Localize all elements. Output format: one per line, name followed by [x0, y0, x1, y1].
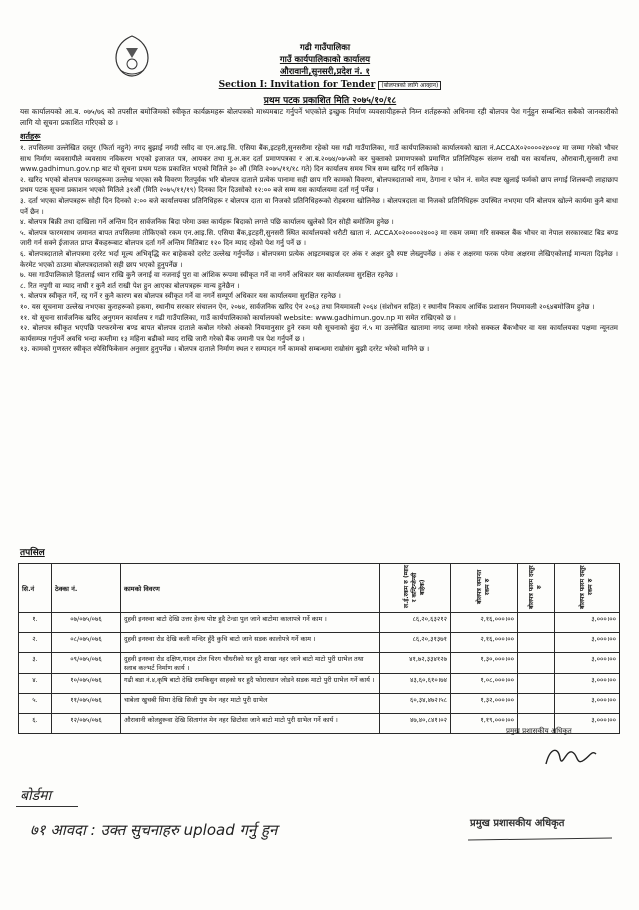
- cell-description: चाबेला खुचबी सिमा देखि सिजी पुष मेन नहर माटो पुरी ग्राभेल: [121, 694, 380, 714]
- table-header-row: [19, 564, 620, 613]
- table-row: [19, 653, 620, 674]
- col-header-estimate-text: ल.ई.रकम रु (म्याद र कन्टिन्जेन्सी बाहेक): [403, 565, 426, 609]
- col-header-form-fee-amount-text: बोलपत्र फारम दस्तुर रकम रु: [579, 565, 594, 609]
- cell-estimate: ४७,४०,८४१।०२: [380, 714, 451, 734]
- cell-sn: ३.: [19, 653, 52, 674]
- cell-bid-security: २,१६,०००।००: [451, 633, 518, 653]
- cell-form-fee: ३,०००।००: [555, 613, 620, 633]
- intro-paragraph: यस कार्यालयको आ.ब. ०७५/७६ को तपसील बमोजिमको स्वीकृत कार्यक्रमहरू बोलपत्रको माध्यमबाट गर्नुपर्ने भएकोले इच्छुक निर्माण व्यवसायीहरूले निम्न शर्तहरूको अधिनमा रही बोलपत्र पेश गर्नुहुन सम्बन्धित सबैको जानकारीको लागि यो सूचना प्रकाशित गरिएको छ ।: [20, 107, 618, 127]
- term-item: ९. बोलपत्र स्वीकृत गर्ने, रद्द गर्ने र कुनै कारण बस बोलपत्र स्वीकृत गर्ने वा नगर्ने सम्पूर्ण अधिकार यस कार्यालयमा सुरक्षित रहनेछ ।: [20, 292, 341, 301]
- col-header-bid-security: [451, 564, 518, 613]
- term-item: १०. यस सूचनामा उल्लेख नभएका कुराहरूको हकमा, स्थानीय सरकार संचालन ऐन, २०७४, सार्वजनिक खरिद ऐन २०६३ तथा नियमावली २०६४ (संशोधन सहित) र स्थानीय निकाय आर्थिक प्रशासन नियमावली २०६४बमोजिम हुनेछ ।: [20, 302, 595, 311]
- cell-blank: [518, 653, 555, 674]
- cell-sn: ६.: [19, 714, 52, 734]
- col-header-contract-no: ठेक्का नं.: [52, 564, 121, 613]
- approver-title: प्रमुख प्रशासकीय अधिकृत: [506, 727, 572, 735]
- cell-bid-security: १,०८,०००।००: [451, 674, 518, 694]
- cell-estimate: ८६,२०,३१३७१: [380, 633, 451, 653]
- terms-heading: शर्तहरू: [20, 132, 41, 141]
- cell-estimate: ४१,७२,३३४१२७: [380, 653, 451, 674]
- term-item: ४. बोलपत्र बिक्री तथा दाखिला गर्ने अन्तिम दिन सार्वजनिक बिदा परेमा उक्त कार्यहरू बिदाको लगत्ते पछि कार्यालय खुलेको दिन सोही बमोजिम हुनेछ ।: [20, 218, 394, 227]
- term-item: ६. बोलपत्रदाताले बोलपत्रमा दररेट भर्दा मूल्य अभिवृद्धि कर बाहेकको दररेट उल्लेख गर्नुपर्नेछ । बोलपत्रमा प्रत्येक आइटमबाइज दर अंक र अक्षर दुवै स्पष्ट लेख्नुपर्नेछ । अंक र अक्षरमा फरक परेमा अक्षरमा लेखिएकोलाई मान्यता दिइनेछ । केरमेट भएको ठाउमा बोलपत्रदाताको सही छाप भएको हुनुपर्नेछ ।: [20, 249, 618, 269]
- cell-blank: [518, 633, 555, 653]
- publish-date-line: प्रथम पटक प्रकाशित मिति २०७५/१०/१८: [263, 96, 397, 106]
- cell-bid-security: १,३०,०००।००: [451, 653, 518, 674]
- cell-blank: [518, 613, 555, 633]
- handwritten-board-note: बोर्डमा: [20, 788, 52, 804]
- tender-table: [18, 563, 620, 734]
- cell-estimate: ६०,३४,४७२।५८: [380, 694, 451, 714]
- cell-contract-no: १०/०७५/०७६: [52, 674, 121, 694]
- col-header-sn: सि.नं: [19, 564, 52, 613]
- table-row: [19, 694, 620, 714]
- cell-description: दुहवी इनरुवा रोड देखि कली मन्दिर हुँदै कुचि बाटो जाने सडक कालोपत्रे गर्ने काम ।: [121, 633, 380, 653]
- terms-list: [20, 143, 618, 355]
- term-item: ७. यस गाउँपालिकाले हितलाई ध्यान राखि कुनै जनाई वा नजनाई पुरा वा आंशिक रूपमा स्वीकृत गर्ने वा नगर्ने अधिकार यस कार्यालयमा सुरक्षित रहनेछ ।: [20, 271, 398, 280]
- cell-blank: [518, 674, 555, 694]
- term-item: १. तपसिलमा उल्लेखित दस्तुर (फिर्ता नहुने) नगद बुझाई नगदी रसीद वा एन.आइ.सि. एसिया बैंक,इटहरी,सुनसरीमा रहेको यस गढी गाउँपालिका, गाउँ कार्यपालिकाको कार्यालयको खाता नं.ACCAX०२००००२४००४ मा जम्मा गरेको भौचर साथ निर्माण व्यवसायीले व्यवसाय नविकरण भएको इजाजत पत्र, आयकर तथा मु.अ.कर दर्ता प्रमाणपत्रका र आ.ब.२०७४/०७५को कर चुक्ताको प्रमाणपत्रको प्रमाणित प्रतिलिपिहरू संलग्न राखी यस कार्यालय, औरावानी,सुनसरी तथा www.gadhimun.gov.np बाट यो सूचना प्रथम पटक प्रकाशित भएको मितिले ३० औं (मिति २०७५/११/१८ गते) दिन कार्यालय समय भित्र सम्म खरिद गर्न सकिनेछ ।: [20, 144, 618, 174]
- term-item: ३. दर्ता भएका बोलपत्रहरू सोही दिन दिनको २:०० बजे कार्यालयका प्रतिनिधिहरू र बोलपत्र दाता वा निजको प्रतिनिधिहरूको रोहबरमा खोलिनेछ । बोलपत्रदाता वा निजको प्रतिनिधिहरू उपस्थित नभएमा पनि बोलपत्र खोल्ने कार्यमा कुनै बाधा पर्ने छैन ।: [20, 196, 618, 216]
- office-name: [170, 54, 480, 66]
- signature-icon: [540, 740, 600, 772]
- cell-description: दुहवी इनरुवा बाटो देखि उत्तर हेल्थ पोष्ट हुदै टेन्डा पुल जाने बाटोमा कालापत्रे गर्ने काम ।: [121, 613, 380, 633]
- cell-form-fee: ३,०००।००: [555, 633, 620, 653]
- table-row: [19, 633, 620, 653]
- term-item: १३. कामको गुणस्तर स्वीकृत स्पेसिफिकेसन अनुसार हुनुपर्नेछ । बोलपत्र दाताले निर्माण स्थल र सम्पादन गर्ने कामको सम्बन्धमा राम्रोसंग बुझी दररेट भरेको मानिने छ ।: [20, 345, 430, 354]
- term-item: २. खरिद भएको बोलपत्र फारमहरूमा उल्लेख भएका सबै विवरण रितपूर्वक भरि बोलपत्र दाताले प्रत्येक पानामा सही छाप गरि कामको विवरण, बोलपत्रदाताको नाम, ठेगाना र फोन नं. समेत स्पष्ट खुलाई फर्मको छाप लगाई शिलबन्दी लाहाछाप प्रथम पटक सूचना प्रकाशन भएको मितिले ३१औं (मिति २०७५/११/१९) दिनका दिन दिउसोको १२:०० बजे सम्म यस कार्यालयमा दर्ता गर्नु पर्नेछ ।: [20, 175, 618, 195]
- cell-contract-no: १२/०७५/०७६: [52, 714, 121, 734]
- cell-form-fee: ३,०००।००: [555, 674, 620, 694]
- term-item: ११. यो सूचना सार्वजनिक खरिद अनुगमन कार्यालय र गढी गाउँपालिका, गाउँ कार्यपालिकाको कार्यालयको website: www.gadhimun.gov.np मा समेत राखिएको छ ।: [20, 313, 456, 322]
- table-row: [19, 613, 620, 633]
- term-item: ८. रित नपुगी वा म्याद नाघी र कुनै शर्त राखी पेश हुन आएका बोलपत्रहरू मान्य हुनेछैन ।: [20, 281, 240, 290]
- cell-bid-security: १,३२,०००।००: [451, 694, 518, 714]
- cell-description: दुहवी इनरुवा रोड दक्षिण,यादव टोल चिरग चौधरीको घर हुदै शाखा नहर जाने बाटो माटो पुरी ग्राभेल तथा स्लाब कल्भर्ट निर्माण कार्य ।: [121, 653, 380, 674]
- office-name-text: गाउँ कार्यपालिकाको कार्यालय: [279, 55, 371, 65]
- office-address: [170, 66, 480, 78]
- cell-estimate: ८६,२०,६३२१२: [380, 613, 451, 633]
- term-item: १२. बोलपत्र स्वीकृत भएपछि परफरमेन्स बण्ड बापत बोलपत्र दाताले कबोल गरेको अंकको नियमानुसार हुने रकम यसै सूचनाको बुंदा नं.५ मा उल्लेखित खातामा नगद जम्मा गरेको सक्कल बैंकभौचर वा यस कार्यालयका पक्षमा न्यूनतम कार्यसम्पन्न गर्नुपर्ने अवधि भन्दा कम्तीमा १३ महिना बढीको म्याद राखि जारी गरेको बैंक जमानी पत्र पेश गर्नुपर्ने छ ।: [20, 324, 618, 343]
- col-header-description: कामको विवरण: [121, 564, 380, 613]
- cell-estimate: ४३,६०,६१०।७४: [380, 674, 451, 694]
- cell-bid-security: २,१६,०००।००: [451, 613, 518, 633]
- handwritten-underline: [16, 806, 78, 807]
- col-header-form-fee: [518, 564, 555, 613]
- section-title: [140, 80, 520, 90]
- handwritten-upload-note: ७१ आवदा : उक्त सुचनाहरु upload गर्नु हुन: [30, 821, 278, 839]
- cell-sn: २.: [19, 633, 52, 653]
- cell-form-fee: ३,०००।००: [555, 694, 620, 714]
- cell-contract-no: ०७/०७५/०७६: [52, 613, 121, 633]
- col-header-estimate: [380, 564, 451, 613]
- cell-description: गढी बडा नं.४,कृषि बाटो देखि रामकिसुन साहको घर हुदै फोरारधान जोडने सडक माटो पुरी ग्राभेल गर्ने कार्य ।: [121, 674, 380, 694]
- handwritten-stamp-text: प्रमुख प्रशासकीय अधिकृत: [470, 818, 565, 829]
- cell-bid-security: १,१९,०००।००: [451, 714, 518, 734]
- cell-blank: [518, 694, 555, 714]
- municipality-name: गढी गाउँपालिका: [299, 43, 351, 53]
- cell-form-fee: ३,०००।००: [555, 714, 620, 734]
- cell-contract-no: ११/०७५/०७६: [52, 694, 121, 714]
- section-title-text: Section I: Invitation for Tender: [218, 80, 376, 90]
- term-item: ५. बोलपत्र फारमसाथ जमानत बापत तपसिलमा तोकिएको रकम एन.आइ.सि. एसिया बैंक,इटहरी,सुनसरी स्थित कार्यालयको धरौटी खाता नं. ACCAX०२००००२४००३ मा रकम जम्मा गरि सक्कल बैंक भौचर वा नेपाल सरकारबाट बिड बण्ड जारी गर्न सक्ने ईजाजत प्राप्त बैंकहरूबाट बोलपत्र दर्ता गर्ने अन्तिम मितिबाट १२० दिन म्याद रहेको पेश गर्नु पर्ने छ ।: [20, 228, 618, 248]
- col-header-bid-security-text: बोलपत्र जमानत रकम रु: [476, 569, 491, 605]
- cell-contract-no: ०९/०७५/०७६: [52, 653, 121, 674]
- cell-description: औरावानी कोलहुरूवा देखि सितागंज मेन नहर छिटोसा जाने बाटो माटो पुरी ग्राभेल गर्ने कार्य ।: [121, 714, 380, 734]
- office-address-text: औरावानी,सुनसरी,प्रदेश नं. १: [280, 67, 370, 77]
- cell-form-fee: ३,०००।००: [555, 653, 620, 674]
- col-header-form-fee-text: बोलपत्र फारम दस्तुर रु: [528, 565, 543, 609]
- nepal-emblem-icon: [112, 34, 152, 78]
- cell-contract-no: ०८/०७५/०७६: [52, 633, 121, 653]
- col-header-form-fee-amount: [555, 564, 620, 613]
- cell-sn: ५.: [19, 694, 52, 714]
- cell-sn: १.: [19, 613, 52, 633]
- section-note: (बोलपत्रको लागि आव्हान): [378, 81, 441, 90]
- tapsil-heading: तपसिल: [20, 548, 45, 558]
- cell-sn: ४.: [19, 674, 52, 694]
- initial-signature-icon: [466, 812, 614, 844]
- table-row: [19, 674, 620, 694]
